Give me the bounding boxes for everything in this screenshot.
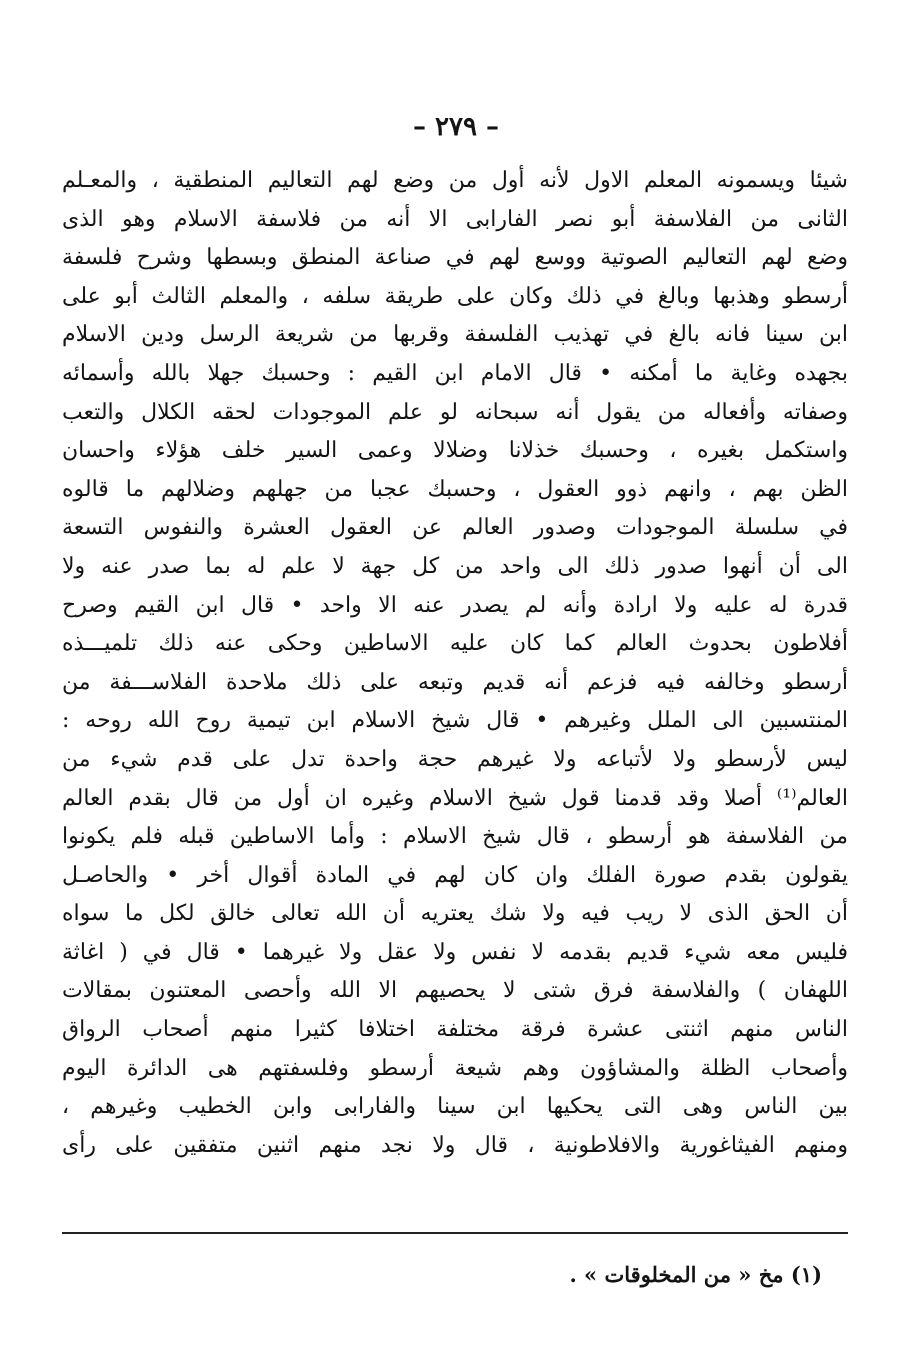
text-line: وأصحاب الظلة والمشاؤون وهم شيعة أرسطو وفلسفتهم هى الدائرة اليوم (62, 1055, 848, 1081)
text-line: فليس معه شيء قديم بقدمه لا نفس ولا عقل ولا غيرهما • قال في ( اغاثة (62, 939, 848, 965)
text-line: الثانى من الفلاسفة أبو نصر الفارابى الا أنه من فلاسفة الاسلام وهو الذى (62, 206, 848, 232)
body-text (62, 162, 848, 1165)
text-line: أرسطو وهذبها وبالغ في ذلك وكان على طريقة سلفه ، والمعلم الثالث أبو على (62, 283, 848, 309)
text-line: أرسطو وخالفه فيه فزعم أنه قديم وتبعه على ذلك ملاحدة الفلاســـفة من (62, 669, 848, 695)
text-line: الظن بهم ، وانهم ذوو العقول ، وحسبك عجبا من جهلهم وضلالهم ما قالوه (62, 476, 848, 502)
text-line: ابن سينا فانه بالغ في تهذيب الفلسفة وقربها من شريعة الرسل ودين الاسلام (62, 322, 848, 348)
text-line: ومنهم الفيثاغورية والافلاطونية ، قال ولا نجد منهم اثنين متفقين على رأى (62, 1132, 848, 1158)
footnote: (١) مخ « من المخلوقات » . (569, 1262, 822, 1287)
text-line: أن الحق الذى لا ريب فيه ولا شك يعتريه أن الله تعالى خالق لكل ما سواه (62, 901, 848, 927)
text-line: العالم⁽¹⁾ أصلا وقد قدمنا قول شيخ الاسلام وغيره ان أول من قال بقدم العالم (62, 785, 848, 811)
text-line: وضع لهم التعاليم الصوتية ووسع لهم في صناعة المنطق وبسطها وشرح فلسفة (62, 245, 848, 271)
text-line: اللهفان ) والفلاسفة فرق شتى لا يحصيهم الا الله وأحصى المعتنون بمقالات (62, 978, 848, 1004)
text-line: يقولون بقدم صورة الفلك وان كان لهم في المادة أقوال أخر • والحاصـل (62, 862, 848, 888)
text-line: من الفلاسفة هو أرسطو ، قال شيخ الاسلام : وأما الاساطين قبله فلم يكونوا (62, 824, 848, 850)
text-line: واستكمل بغيره ، وحسبك خذلانا وضلالا وعمى السير خلف هؤلاء واحسان (62, 438, 848, 464)
text-line: بجهده وغاية ما أمكنه • قال الامام ابن القيم : وحسبك جهلا بالله وأسمائه (62, 360, 848, 386)
text-line: بين الناس وهى التى يحكيها ابن سينا والفارابى وابن الخطيب وغيرهم ، (62, 1094, 848, 1120)
text-line: في سلسلة الموجودات وصدور العالم عن العقول العشرة والنفوس التسعة (62, 515, 848, 541)
text-line: الى أن أنهوا صدور ذلك الى واحد من كل جهة لا علم له بما صدر عنه ولا (62, 553, 848, 579)
text-line: الناس منهم اثنتى عشرة فرقة مختلفة اختلافا كثيرا منهم أصحاب الرواق (62, 1017, 848, 1043)
text-line: قدرة له عليه ولا ارادة وأنه لم يصدر عنه الا واحد • قال ابن القيم وصرح (62, 592, 848, 618)
text-line: شيئا ويسمونه المعلم الاول لأنه أول من وضع لهم التعاليم المنطقية ، والمعـلم (62, 168, 848, 193)
text-line: المنتسبين الى الملل وغيرهم • قال شيخ الاسلام ابن تيمية روح الله روحه : (62, 708, 848, 734)
page-number: – ٢٧٩ – (412, 112, 500, 142)
footnote-divider (62, 1232, 848, 1234)
text-line: ليس لأرسطو ولا لأتباعه ولا غيرهم حجة واحدة تدل على قدم شيء من (62, 746, 848, 772)
text-line: أفلاطون بحدوث العالم كما كان عليه الاساطين وحكى عنه ذلك تلميـــذه (62, 631, 848, 657)
text-line: وصفاته وأفعاله من يقول أنه سبحانه لو علم الموجودات لحقه الكلال والتعب (62, 399, 848, 425)
